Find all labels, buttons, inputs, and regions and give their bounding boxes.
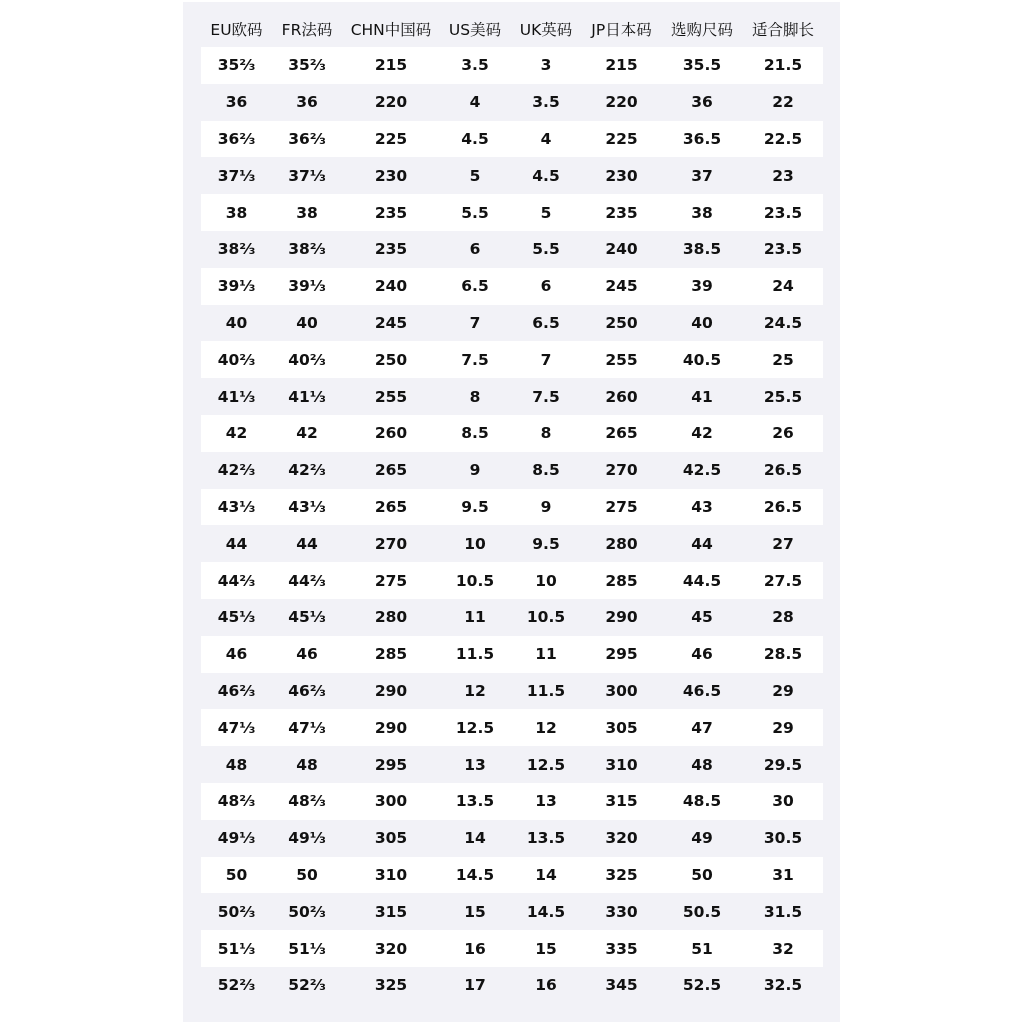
jp-size-cell: 215 [582,47,661,84]
fr-size-cell: 48⅔ [272,783,342,820]
jp-size-cell: 330 [605,902,638,921]
fr-size-cell: 44⅔ [272,562,342,599]
table-row [201,489,823,526]
eu-size-cell: 40 [225,313,248,332]
us-size-cell: 12.5 [440,709,510,746]
recommended-size-cell: 51 [661,930,743,967]
table-row [201,820,823,857]
fr-size-cell: 52⅔ [288,976,326,995]
fr-size-header: FR法码 [281,21,333,39]
jp-size-cell: 345 [605,976,638,995]
foot-length-cell: 28 [772,608,794,627]
us-size-cell: 4.5 [440,121,510,158]
chn-size-cell: 245 [374,313,408,332]
table-row [201,746,823,783]
recommended-size-cell: 36.5 [661,121,743,158]
chn-size-cell: 270 [374,534,408,553]
us-size-cell: 3.5 [440,47,510,84]
foot-length-cell: 23 [772,166,794,185]
fr-size-cell: 46 [272,636,342,673]
eu-size-cell: 47⅓ [201,709,272,746]
uk-size-cell: 12 [510,709,582,746]
eu-size-cell: 37⅓ [217,166,256,185]
uk-size-cell: 7.5 [532,387,560,406]
foot-length-cell: 23.5 [743,194,823,231]
table-row [201,415,823,452]
us-size-cell: 9.5 [440,489,510,526]
chn-size-cell: 265 [342,489,440,526]
uk-size-cell: 11 [510,636,582,673]
us-size-cell: 11 [464,608,486,627]
us-size-cell: 15 [464,902,486,921]
recommended-size-cell: 39 [661,268,743,305]
us-size-cell: 7.5 [440,341,510,378]
us-size-cell: 6 [469,240,481,259]
recommended-size-cell: 38.5 [682,240,722,259]
uk-size-cell: 5.5 [532,240,560,259]
eu-size-cell: 36⅔ [201,121,272,158]
recommended-size-cell: 42.5 [682,461,722,480]
uk-size-cell: 12.5 [526,755,566,774]
header-row [201,11,823,47]
us-size-cell: 4 [469,93,481,112]
recommended-size-cell: 48 [691,755,713,774]
table-row [201,893,823,930]
chn-size-cell: 300 [342,783,440,820]
eu-size-cell: 43⅓ [201,489,272,526]
recommended-size-cell: 44 [691,534,713,553]
us-size-cell: 14.5 [440,857,510,894]
fr-size-cell: 50⅔ [288,902,326,921]
recommended-size-cell: 47 [661,709,743,746]
fr-size-cell: 38⅔ [288,240,326,259]
chn-size-cell: 315 [374,902,408,921]
recommended-size-cell: 46.5 [682,681,722,700]
us-size-cell: 13.5 [440,783,510,820]
table-row [201,341,823,378]
foot-length-cell: 29 [772,681,794,700]
foot-length-header: 适合脚长 [751,21,814,39]
eu-size-cell: 44 [225,534,248,553]
table-row [201,47,823,84]
recommended-size-cell: 41 [691,387,713,406]
jp-size-cell: 285 [582,562,661,599]
chn-size-cell: 230 [374,166,408,185]
jp-size-cell: 325 [582,857,661,894]
table-row [201,268,823,305]
eu-size-header: EU欧码 [210,21,263,39]
fr-size-cell: 51⅓ [272,930,342,967]
chn-size-cell: 265 [374,461,408,480]
recommended-size-cell: 48.5 [661,783,743,820]
eu-size-cell: 50 [201,857,272,894]
eu-size-cell: 45⅓ [217,608,256,627]
foot-length-cell: 24 [743,268,823,305]
us-size-cell: 7 [469,313,481,332]
table-row [201,783,823,820]
eu-size-cell: 46 [201,636,272,673]
us-size-cell: 5 [469,166,481,185]
uk-size-cell: 8.5 [532,461,560,480]
chn-size-cell: 310 [342,857,440,894]
jp-size-cell: 295 [582,636,661,673]
table-row [201,84,823,121]
jp-size-cell: 335 [582,930,661,967]
foot-length-cell: 25.5 [763,387,803,406]
foot-length-cell: 22 [772,93,794,112]
eu-size-cell: 35⅔ [201,47,272,84]
fr-size-cell: 40⅔ [272,341,342,378]
eu-size-cell: 42⅔ [217,461,256,480]
chn-size-cell: 220 [374,93,408,112]
jp-size-cell: 320 [605,829,638,848]
foot-length-cell: 29 [743,709,823,746]
uk-size-header: UK英码 [519,21,573,39]
foot-length-cell: 31 [743,857,823,894]
table-row [201,525,823,562]
uk-size-cell: 10.5 [526,608,566,627]
uk-size-cell: 6.5 [532,313,560,332]
us-size-cell: 10.5 [440,562,510,599]
recommended-size-cell: 44.5 [661,562,743,599]
foot-length-cell: 27.5 [743,562,823,599]
fr-size-cell: 42 [272,415,342,452]
uk-size-cell: 8 [510,415,582,452]
eu-size-cell: 36 [225,93,248,112]
jp-size-cell: 230 [605,166,638,185]
recommended-size-cell: 42 [661,415,743,452]
chn-size-cell: 240 [342,268,440,305]
table-row [201,636,823,673]
foot-length-cell: 25 [743,341,823,378]
foot-length-cell: 29.5 [763,755,803,774]
table-row [201,709,823,746]
fr-size-cell: 37⅓ [288,166,326,185]
table-row [201,121,823,158]
uk-size-cell: 11.5 [526,681,566,700]
chn-size-cell: 295 [374,755,408,774]
eu-size-cell: 38⅔ [217,240,256,259]
uk-size-cell: 6 [510,268,582,305]
us-size-cell: 16 [440,930,510,967]
uk-size-cell: 7 [510,341,582,378]
recommended-size-cell: 38 [661,194,743,231]
foot-length-cell: 31.5 [763,902,803,921]
uk-size-cell: 13.5 [526,829,566,848]
chn-size-cell: 305 [374,829,408,848]
chn-size-cell: 275 [342,562,440,599]
chn-size-cell: 215 [342,47,440,84]
jp-size-cell: 315 [582,783,661,820]
jp-size-cell: 270 [605,461,638,480]
table-row [201,673,823,710]
jp-size-cell: 310 [605,755,638,774]
jp-size-cell: 275 [582,489,661,526]
us-size-header: US美码 [448,21,502,39]
jp-size-cell: 245 [582,268,661,305]
chn-size-cell: 260 [342,415,440,452]
fr-size-cell: 43⅓ [272,489,342,526]
uk-size-cell: 9.5 [532,534,560,553]
foot-length-cell: 26.5 [743,489,823,526]
foot-length-cell: 27 [772,534,794,553]
table-row [201,452,823,489]
uk-size-cell: 14 [510,857,582,894]
chn-size-header: CHN中国码 [350,21,432,39]
table-row [201,305,823,342]
us-size-cell: 9 [469,461,481,480]
chn-size-cell: 320 [342,930,440,967]
foot-length-cell: 22.5 [743,121,823,158]
uk-size-cell: 3 [510,47,582,84]
chn-size-cell: 235 [374,240,408,259]
recommended-size-cell: 49 [691,829,713,848]
us-size-cell: 6.5 [440,268,510,305]
table-body [201,47,823,1004]
chn-size-cell: 280 [374,608,408,627]
chn-size-cell: 290 [374,681,408,700]
recommended-size-cell: 46 [661,636,743,673]
eu-size-cell: 52⅔ [217,976,256,995]
chn-size-cell: 250 [342,341,440,378]
us-size-cell: 12 [464,681,486,700]
jp-size-cell: 280 [605,534,638,553]
foot-length-cell: 30 [743,783,823,820]
eu-size-cell: 44⅔ [201,562,272,599]
foot-length-cell: 28.5 [743,636,823,673]
table-row [201,378,823,415]
uk-size-cell: 3.5 [532,93,560,112]
fr-size-cell: 38 [272,194,342,231]
eu-size-cell: 51⅓ [201,930,272,967]
chn-size-cell: 235 [342,194,440,231]
table-row [201,194,823,231]
eu-size-cell: 48 [225,755,248,774]
eu-size-cell: 42 [201,415,272,452]
jp-size-header: JP日本码 [591,21,652,39]
jp-size-cell: 220 [605,93,638,112]
foot-length-cell: 32.5 [763,976,803,995]
foot-length-cell: 21.5 [743,47,823,84]
shoe-size-table [201,11,823,1004]
fr-size-cell: 36 [296,93,318,112]
chn-size-cell: 290 [342,709,440,746]
foot-length-cell: 32 [743,930,823,967]
uk-size-cell: 13 [510,783,582,820]
jp-size-cell: 305 [582,709,661,746]
us-size-cell: 8.5 [440,415,510,452]
us-size-cell: 10 [464,534,486,553]
eu-size-cell: 40⅔ [201,341,272,378]
jp-size-cell: 300 [605,681,638,700]
us-size-cell: 11.5 [440,636,510,673]
jp-size-cell: 290 [605,608,638,627]
table-row [201,157,823,194]
fr-size-cell: 39⅓ [272,268,342,305]
eu-size-cell: 50⅔ [217,902,256,921]
table-row [201,967,823,1004]
jp-size-cell: 235 [582,194,661,231]
uk-size-cell: 14.5 [526,902,566,921]
recommended-size-cell: 50.5 [682,902,722,921]
uk-size-cell: 15 [510,930,582,967]
recommended-size-cell: 40.5 [661,341,743,378]
fr-size-cell: 35⅔ [272,47,342,84]
us-size-cell: 8 [469,387,481,406]
eu-size-cell: 48⅔ [201,783,272,820]
table-header [201,11,823,47]
eu-size-cell: 41⅓ [217,387,256,406]
eu-size-cell: 49⅓ [217,829,256,848]
recommended-size-cell: 50 [661,857,743,894]
jp-size-cell: 255 [582,341,661,378]
jp-size-cell: 225 [582,121,661,158]
table-row [201,599,823,636]
table-row [201,930,823,967]
jp-size-cell: 260 [605,387,638,406]
recommended-size-cell: 52.5 [682,976,722,995]
fr-size-cell: 49⅓ [288,829,326,848]
jp-size-cell: 265 [582,415,661,452]
table-row [201,562,823,599]
table-row [201,857,823,894]
fr-size-cell: 41⅓ [288,387,326,406]
recommended-size-cell: 36 [691,93,713,112]
recommended-size-cell: 43 [661,489,743,526]
foot-length-cell: 26.5 [763,461,803,480]
fr-size-cell: 50 [272,857,342,894]
recommended-size-cell: 35.5 [661,47,743,84]
chn-size-cell: 255 [374,387,408,406]
table-row [201,231,823,268]
foot-length-cell: 23.5 [763,240,803,259]
fr-size-cell: 48 [296,755,318,774]
uk-size-cell: 4.5 [532,166,560,185]
uk-size-cell: 4 [510,121,582,158]
fr-size-cell: 45⅓ [288,608,326,627]
chn-size-cell: 285 [342,636,440,673]
us-size-cell: 14 [464,829,486,848]
recommended-size-cell: 45 [691,608,713,627]
us-size-cell: 17 [464,976,486,995]
jp-size-cell: 250 [605,313,638,332]
recommended-size-header: 选购尺码 [670,21,733,39]
uk-size-cell: 10 [510,562,582,599]
foot-length-cell: 30.5 [763,829,803,848]
fr-size-cell: 47⅓ [272,709,342,746]
fr-size-cell: 46⅔ [288,681,326,700]
uk-size-cell: 16 [535,976,557,995]
recommended-size-cell: 40 [691,313,713,332]
eu-size-cell: 38 [201,194,272,231]
eu-size-cell: 39⅓ [201,268,272,305]
fr-size-cell: 36⅔ [272,121,342,158]
uk-size-cell: 9 [510,489,582,526]
jp-size-cell: 240 [605,240,638,259]
foot-length-cell: 26 [743,415,823,452]
eu-size-cell: 46⅔ [217,681,256,700]
foot-length-cell: 24.5 [763,313,803,332]
chn-size-cell: 225 [342,121,440,158]
fr-size-cell: 40 [296,313,318,332]
chn-size-cell: 325 [374,976,408,995]
us-size-cell: 13 [464,755,486,774]
fr-size-cell: 42⅔ [288,461,326,480]
us-size-cell: 5.5 [440,194,510,231]
recommended-size-cell: 37 [691,166,713,185]
fr-size-cell: 44 [296,534,318,553]
uk-size-cell: 5 [510,194,582,231]
